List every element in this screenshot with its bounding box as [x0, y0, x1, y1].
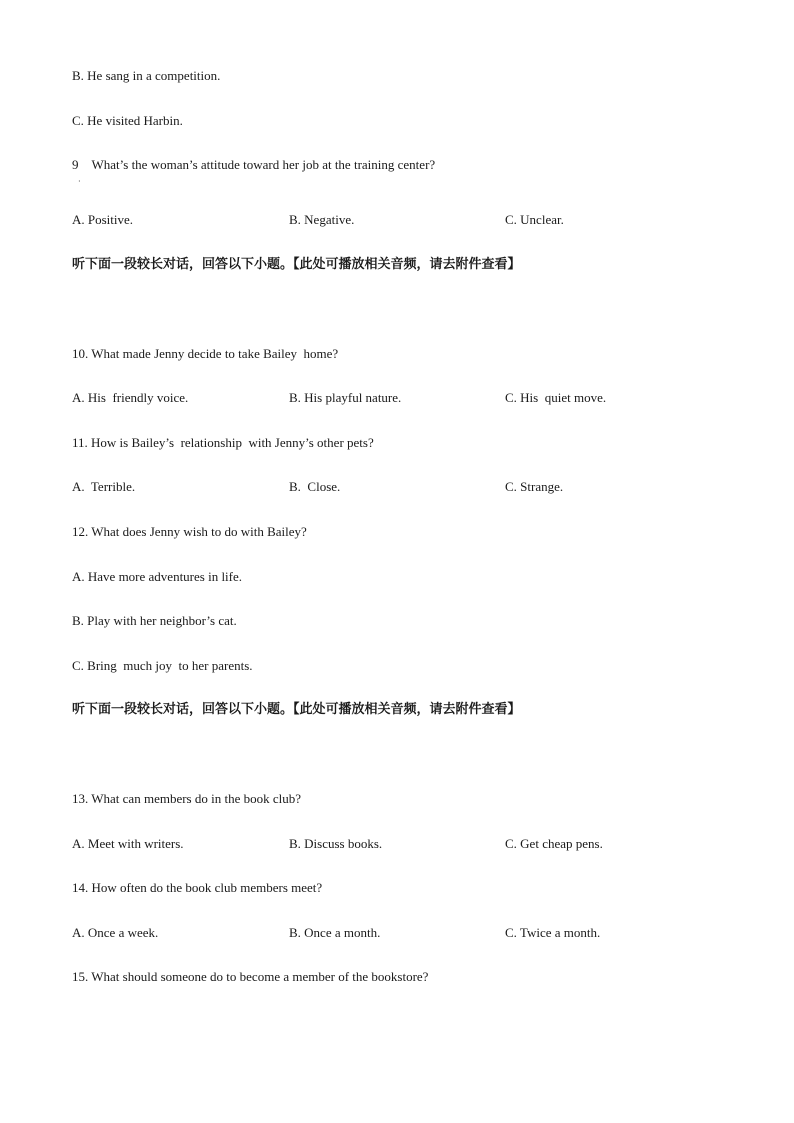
question-13: 13. What can members do in the book club? — [72, 791, 302, 806]
q8-option-c: C. He visited Harbin. — [72, 113, 183, 128]
section-instruction: 听下面一段较长对话，回答以下小题。【此处可播放相关音频，请去附件查看】 — [72, 702, 521, 717]
q9-option-a: A. Positive. — [72, 212, 134, 227]
q11-option-a: A. Terrible. — [72, 479, 136, 494]
q12-option-a: A. Have more adventures in life. — [72, 569, 243, 584]
question-14: 14. How often do the book club members meet? — [72, 880, 323, 895]
q10-option-c: C. His quiet move. — [505, 390, 607, 405]
q8-option-b: B. He sang in a competition. — [72, 68, 221, 83]
q14-option-a: A. Once a week. — [72, 925, 159, 940]
question-9-marker: · — [78, 177, 81, 186]
q12-option-b: B. Play with her neighbor’s cat. — [72, 613, 237, 628]
q10-option-b: B. His playful nature. — [289, 390, 402, 405]
q11-option-b: B. Close. — [289, 479, 341, 494]
q10-option-a: A. His friendly voice. — [72, 390, 189, 405]
section-instruction: 听下面一段较长对话，回答以下小题。【此处可播放相关音频，请去附件查看】 — [72, 257, 521, 272]
q13-option-c: C. Get cheap pens. — [505, 836, 603, 851]
question-10: 10. What made Jenny decide to take Bailey home? — [72, 346, 339, 361]
question-11: 11. How is Bailey’s relationship with Jenny’s other pets? — [72, 435, 374, 450]
q9-option-b: B. Negative. — [289, 212, 355, 227]
q13-option-b: B. Discuss books. — [289, 836, 383, 851]
q14-option-b: B. Once a month. — [289, 925, 381, 940]
q12-option-c: C. Bring much joy to her parents. — [72, 658, 253, 673]
question-9: 9 What’s the woman’s attitude toward her job at the training center? — [72, 157, 436, 172]
q11-option-c: C. Strange. — [505, 479, 564, 494]
question-12: 12. What does Jenny wish to do with Bailey? — [72, 524, 307, 539]
q14-option-c: C. Twice a month. — [505, 925, 601, 940]
q9-option-c: C. Unclear. — [505, 212, 564, 227]
question-15: 15. What should someone do to become a member of the bookstore? — [72, 969, 429, 984]
q13-option-a: A. Meet with writers. — [72, 836, 184, 851]
